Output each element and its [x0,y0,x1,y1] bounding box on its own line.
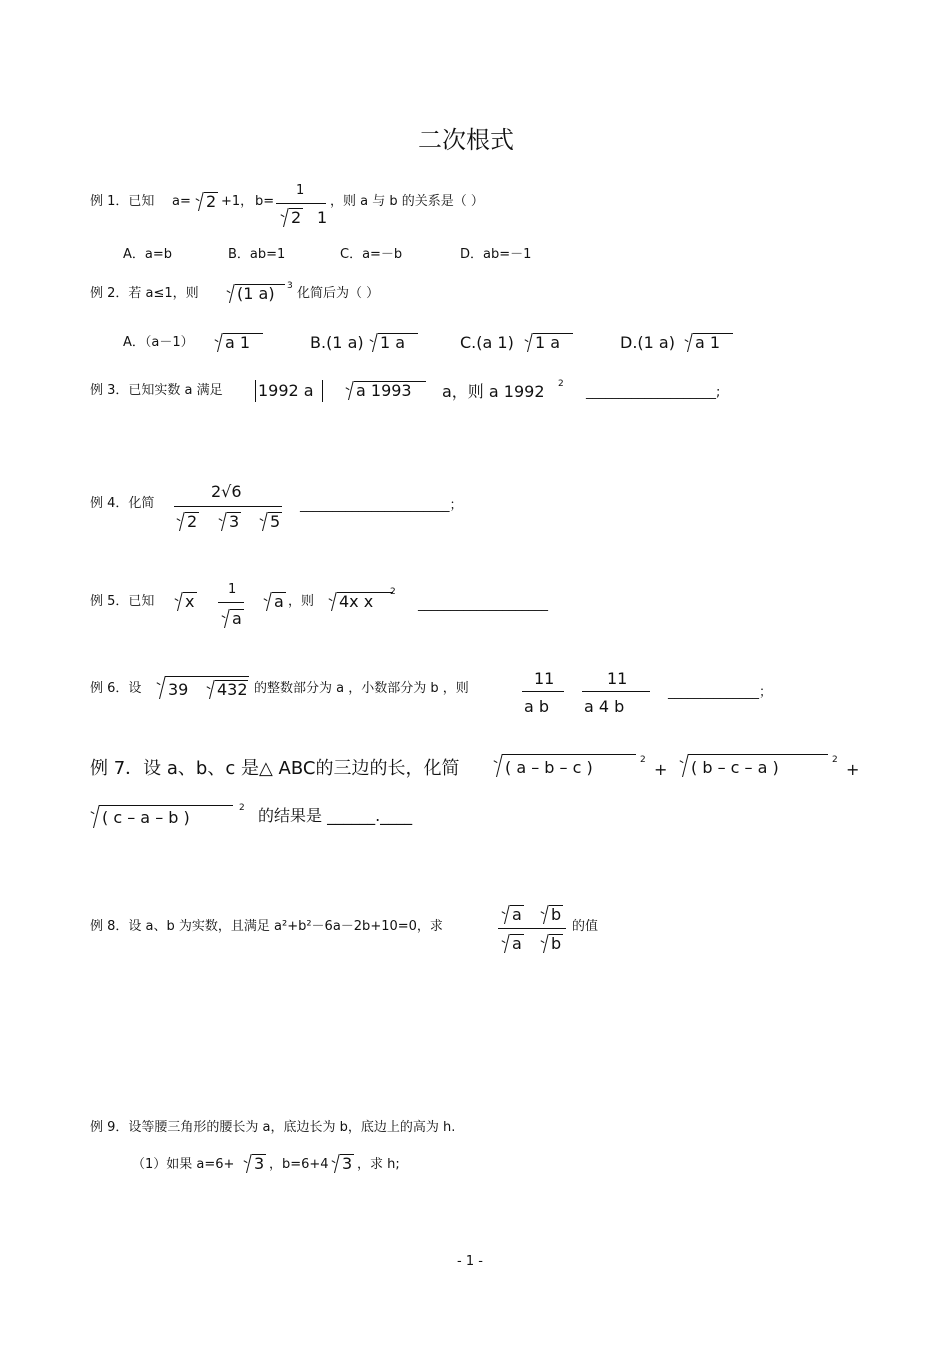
q4-answer-blank: _______________________； [300,498,463,513]
q6-frac2-den: a 4 b [584,697,625,716]
q1-plus1: +1， [221,194,254,209]
q9-sub1-r1: 3 [254,1154,265,1173]
q8-fraction-bar [498,928,566,929]
q3-rad-value: a 1993 [356,381,412,400]
q3-abs-value: 1992 a [258,381,314,400]
q8-label: 例 8．设 a、b 为实数，且满足 a²+b²－6a－2b+10=0，求 [90,919,443,934]
q7-label: 例 7．设 a、b、c 是△ ABC的三边的长，化简 [90,758,460,779]
q4-den-3: 5 [270,512,281,531]
q2-option-d-rad: a 1 [695,333,721,352]
q5-a: a [274,592,284,611]
q2-option-a-rad: a 1 [225,333,251,352]
q1-b-eq: b= [255,194,275,209]
q4-numerator: 2√6 [211,482,242,501]
q8-den-a: a [512,934,522,953]
page-number: - 1 - [457,1254,483,1269]
q3-mid: a，则 a 1992 [442,382,545,401]
q5-frac-num: 1 [228,582,237,597]
q2-tail: 化简后为（ ） [297,286,380,301]
q9-sub1-tail: ，求 h; [357,1157,400,1172]
q7-plus-2: + [846,760,860,779]
q4-den-2: 3 [229,512,240,531]
q7-exp-2: 2 [832,755,838,765]
q4-label: 例 4．化简 [90,496,155,511]
q7-exp-3: 2 [239,803,245,813]
q6-frac2-bar [582,691,650,692]
q5-fraction-bar [218,602,244,603]
q7-tail: 的结果是 ______.____ [258,806,413,825]
q1-b-num: 1 [296,183,305,198]
q6-answer-blank: ______________； [668,685,773,700]
q1-a-eq: a= [172,194,191,209]
q3-exponent: 2 [558,379,564,389]
q2-label: 例 2．若 a≤1，则 [90,286,199,301]
q5-exponent: 2 [390,587,396,597]
q1-fraction-bar [276,203,326,204]
q3-label: 例 3．已知实数 a 满足 [90,383,223,398]
q7-r2: ( b – c – a ) [691,758,779,777]
q2-option-b-rad: 1 a [380,333,406,352]
q7-r1: ( a – b – c ) [505,758,593,777]
q2-exponent: 3 [287,281,293,291]
q6-r1-inner: 432 [217,680,248,699]
q1-option-d: D．ab=－1 [460,247,532,262]
q1-option-c: C．a=－b [340,247,403,262]
q6-frac2-num: 11 [607,669,628,688]
page-title: 二次根式 [418,126,514,154]
q3-answer-blank: ____________________; [586,385,721,400]
q9-sub1-mid: ，b=6+4 [269,1157,329,1172]
q6-r1-pre: 39 [168,680,189,699]
q1-den-tail: 1 [317,208,328,227]
q4-den-1: 2 [187,512,198,531]
q8-tail: 的值 [572,919,599,934]
q1-den-rad-value: 2 [291,208,302,227]
q4-fraction-bar [174,506,282,507]
q2-option-c-rad: 1 a [535,333,561,352]
q9-sub1-prefix: （1）如果 a=6+ [132,1157,235,1172]
q3-abs-left [255,380,256,402]
q6-frac1-num: 11 [534,669,555,688]
q2-option-d-prefix: D.(1 a) [620,333,675,352]
q1-option-b: B．ab=1 [228,247,286,262]
q5-mid: ，则 [288,594,315,609]
q2-option-b-prefix: B.(1 a) [310,333,364,352]
q9-label: 例 9．设等腰三角形的腰长为 a，底边长为 b，底边上的高为 h. [90,1120,456,1135]
q6-frac1-bar [522,691,564,692]
q1-option-a: A．a=b [123,247,173,262]
q2-rad-value: (1 a) [237,284,275,303]
q7-r3: ( c – a – b ) [102,808,190,827]
q1-label: 例 1．已知 [90,194,155,209]
q7-exp-1: 2 [640,755,646,765]
q6-frac1-den: a b [524,697,550,716]
q9-sub1-r2: 3 [342,1154,353,1173]
q2-option-c-prefix: C.(a 1) [460,333,514,352]
q5-answer-blank: ____________________ [418,597,548,612]
q5-frac-den: a [232,609,242,628]
q5-x: x [185,592,195,611]
q5-label: 例 5．已知 [90,594,155,609]
q5-expr: 4x x [339,592,374,611]
q6-mid: 的整数部分为 a ，小数部分为 b ，则 [254,681,469,696]
q8-num-b: b [551,905,562,924]
q6-label: 例 6．设 [90,681,142,696]
q2-option-a-prefix: A．（a－1） [123,335,194,350]
q1-a-rad-value: 2 [206,192,217,211]
q8-num-a: a [512,905,522,924]
q3-abs-right [322,380,323,402]
q7-plus-1: + [654,760,668,779]
q1-tail: ，则 a 与 b 的关系是（ ） [330,194,484,209]
q8-den-b: b [551,934,562,953]
